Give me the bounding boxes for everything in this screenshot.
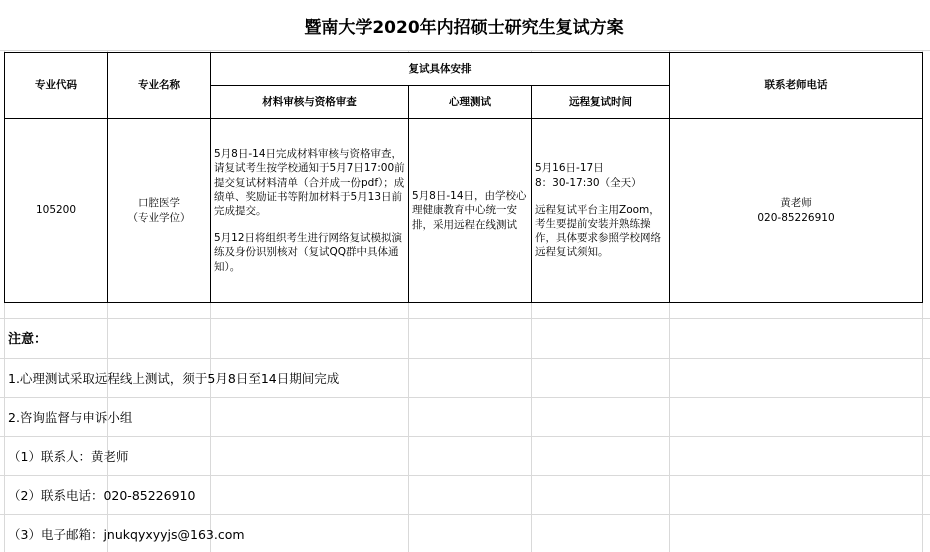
cell-major-code: 105200 <box>5 119 108 303</box>
remote-hours: 8：30-17:30（全天） <box>535 176 642 189</box>
note-contact-email: （3）电子邮箱：jnukqyxyyjs@163.com <box>8 527 245 542</box>
major-name-line: 口腔医学 <box>138 197 180 210</box>
cell-remote-time <box>532 119 670 303</box>
gridline <box>0 436 930 437</box>
material-review-paragraph: 5月12日将组织考生进行网络复试模拟演练及身份识别核对（复试QQ群中具体通知）。 <box>214 232 403 273</box>
note-item-psych: 1.心理测试采取远程线上测试，须于5月8日至14日期间完成 <box>8 371 340 386</box>
contact-name: 黄老师 <box>780 197 812 210</box>
gridline <box>0 50 930 51</box>
note-item-supervision: 2.咨询监督与申诉小组 <box>8 410 133 425</box>
remote-date: 5月16日-17日 <box>535 162 604 175</box>
notes-heading: 注意： <box>8 332 48 347</box>
note-contact-person: （1）联系人：黄老师 <box>8 449 129 464</box>
exam-plan-table <box>4 52 923 303</box>
remote-platform-note: 远程复试平台主用Zoom，考生要提前安装并熟练操作，具体要求参照学校网络远程复试须知。 <box>535 203 661 259</box>
table-row <box>5 119 923 303</box>
psych-test-text: 5月8日-14日，由学校心理健康教育中心统一安排，采用远程在线测试 <box>412 190 527 231</box>
gridline <box>0 514 930 515</box>
header-psych-test: 心理测试 <box>409 86 532 119</box>
gridline <box>0 358 930 359</box>
cell-contact <box>670 119 923 303</box>
gridline <box>0 397 930 398</box>
contact-phone: 020-85226910 <box>757 211 835 224</box>
header-remote-time: 远程复试时间 <box>532 86 670 119</box>
gridline <box>0 318 930 319</box>
cell-major-name <box>108 119 211 303</box>
major-degree-line: （专业学位） <box>127 211 191 224</box>
note-contact-tel: （2）联系电话：020-85226910 <box>8 488 196 503</box>
material-review-paragraph: 5月8日-14日完成材料审核与资格审查，请复试考生按学校通知于5月7日17:00前提交复试材料清单（合并成一份pdf）；成绩单、奖励证书等附加材料于5月13日前完成提交。 <box>214 148 405 217</box>
header-major-name: 专业名称 <box>108 53 211 119</box>
page-title: 暨南大学2020年内招硕士研究生复试方案 <box>0 0 928 50</box>
cell-psych-test <box>409 119 532 303</box>
cell-material-review <box>211 119 409 303</box>
header-arrangement: 复试具体安排 <box>211 53 670 86</box>
header-material-review: 材料审核与资格审查 <box>211 86 409 119</box>
gridline <box>0 475 930 476</box>
header-major-code: 专业代码 <box>5 53 108 119</box>
header-contact-phone: 联系老师电话 <box>670 53 923 119</box>
